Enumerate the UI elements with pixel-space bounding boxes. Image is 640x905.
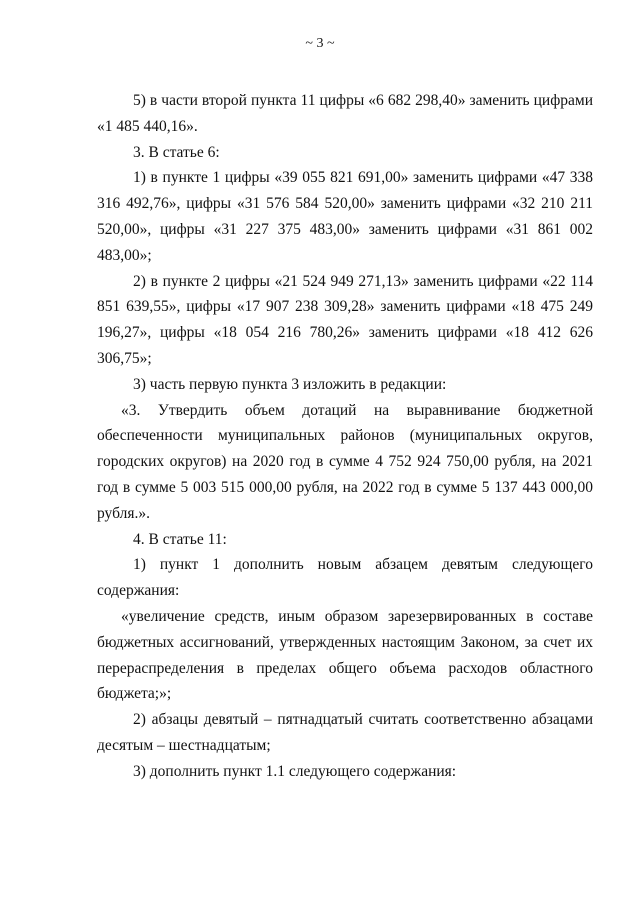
paragraph-article-11-item-2: 2) абзацы девятый – пятнадцатый считать соответственно абзацами десятым – шестнадцатым; <box>97 711 593 754</box>
paragraph-article-11-item-3: 3) дополнить пункт 1.1 следующего содержания: <box>133 762 457 780</box>
paragraph-quote-reserve: «увеличение средств, иным образом зарезервированных в составе бюджетных ассигнований, утвержденных настоящим Законом, за счет их перераспределения в пределах общего объема расходов областного бюджета;»; <box>97 607 593 703</box>
paragraph-article-6-item-1: 1) в пункте 1 цифры «39 055 821 691,00» заменить цифрами «47 338 316 492,76», цифры «31 576 584 520,00» заменить цифрами «32 210 211 520,00», цифры «31 227 375 483,00» заменить цифрами «31 861 002 483,00»; <box>97 169 593 264</box>
page-number: ~ 3 ~ <box>305 36 335 51</box>
paragraph-article-11-item-1: 1) пункт 1 дополнить новым абзацем девятым следующего содержания: <box>97 556 593 600</box>
paragraph-quote-subsidies: «3. Утвердить объем дотаций на выравнивание бюджетной обеспеченности муниципальных районов (муниципальных округов, городских округов) на 2020 год в сумме 4 752 924 750,00 рубля, на 2021 год в сумме 5 003 515 000,00 рубля, на 2022 год в сумме 5 137 443 000,00 рубля.». <box>97 401 593 522</box>
paragraph-item-5: 5) в части второй пункта 11 цифры «6 682 298,40» заменить цифрами «1 485 440,16». <box>97 92 593 135</box>
document-body <box>97 88 593 785</box>
paragraph-article-11: 4. В статье 11: <box>133 530 227 548</box>
paragraph-article-6-item-2: 2) в пункте 2 цифры «21 524 949 271,13» заменить цифрами «22 114 851 639,55», цифры «17 907 238 309,28» заменить цифрами «18 475 249 196,27», цифры «18 054 216 780,26» заменить цифрами «18 412 626 306,75»; <box>97 272 593 367</box>
paragraph-article-6-item-3: 3) часть первую пункта 3 изложить в редакции: <box>133 375 447 393</box>
paragraph-article-6: 3. В статье 6: <box>133 143 220 161</box>
